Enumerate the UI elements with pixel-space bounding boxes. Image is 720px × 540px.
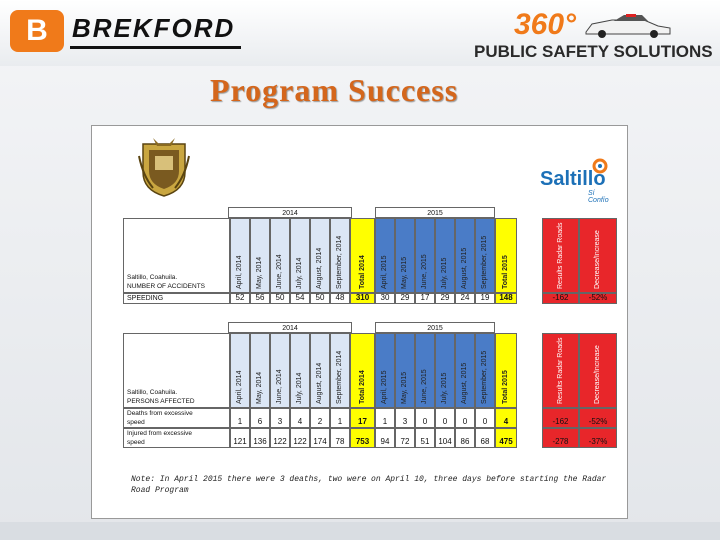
col-header-2015-4: August, 2015 bbox=[461, 362, 468, 404]
row-header-label: PERSONS AFFECTED bbox=[127, 398, 195, 405]
pss-tagline: PUBLIC SAFETY SOLUTIONS bbox=[474, 42, 713, 61]
bottom-band bbox=[0, 522, 720, 540]
total-2015: 4 bbox=[503, 417, 509, 426]
col-header-2014-5: September, 2014 bbox=[336, 235, 343, 289]
value-2014-4-cell bbox=[310, 408, 330, 428]
col-header-total-2014-cell bbox=[350, 218, 375, 293]
col-header-total-2014: Total 2014 bbox=[358, 370, 366, 404]
results-value-cell bbox=[542, 408, 579, 428]
results-value: -162 bbox=[552, 417, 569, 426]
value-2015-2: 17 bbox=[420, 293, 430, 302]
col-header-change: Decrease/Increase bbox=[594, 345, 601, 404]
public-safety-solutions-logo bbox=[470, 6, 713, 62]
value-2015-5-cell bbox=[475, 428, 495, 448]
col-header-2015-2: June, 2015 bbox=[421, 369, 428, 404]
value-2015-1-cell bbox=[395, 408, 415, 428]
value-2015-2-cell bbox=[415, 408, 435, 428]
value-2015-3-cell bbox=[435, 293, 455, 304]
col-header-total-2015-cell bbox=[495, 333, 517, 408]
table-row bbox=[123, 428, 230, 448]
total-2015: 475 bbox=[499, 437, 513, 446]
value-2014-4: 50 bbox=[315, 293, 325, 302]
col-header-2015-5-cell bbox=[475, 333, 495, 408]
col-header-2014-2-cell bbox=[270, 333, 290, 408]
col-header-total-2015: Total 2015 bbox=[502, 370, 509, 404]
results-value: -162 bbox=[552, 293, 569, 302]
total-2015-cell bbox=[495, 293, 517, 304]
value-2015-3-cell bbox=[435, 428, 455, 448]
change-value-cell bbox=[579, 408, 617, 428]
col-header-change-cell bbox=[579, 333, 617, 408]
value-2014-0: 121 bbox=[233, 437, 247, 446]
value-2014-3: 54 bbox=[295, 293, 305, 302]
value-2014-2: 50 bbox=[275, 293, 285, 302]
total-2015: 148 bbox=[499, 293, 513, 302]
col-header-total-2014-cell bbox=[350, 333, 375, 408]
page-title: Program Success bbox=[210, 72, 459, 108]
value-2015-4-cell bbox=[455, 408, 475, 428]
change-value: -52% bbox=[588, 417, 608, 426]
col-header-2014-3-cell bbox=[290, 333, 310, 408]
col-header-2015-3-cell bbox=[435, 333, 455, 408]
value-2015-1-cell bbox=[395, 428, 415, 448]
value-2014-4-cell bbox=[310, 293, 330, 304]
col-header-change: Decrease/Increase bbox=[594, 230, 601, 289]
col-header-total-2014: Total 2014 bbox=[358, 255, 366, 289]
total-2015-cell bbox=[495, 428, 517, 448]
col-header-2014-2-cell bbox=[270, 218, 290, 293]
col-header-2014-0-cell bbox=[230, 333, 250, 408]
col-header-2014-1-cell bbox=[250, 218, 270, 293]
col-header-2014-0: April, 2014 bbox=[236, 370, 243, 404]
col-header-2014-3: July, 2014 bbox=[296, 372, 303, 404]
row-header-label: NUMBER OF ACCIDENTS bbox=[127, 283, 206, 290]
brekford-mark-icon: B bbox=[10, 10, 64, 52]
value-2014-4: 2 bbox=[317, 417, 323, 426]
row-label: Deaths from excessive bbox=[127, 410, 193, 417]
col-header-2014-0: April, 2014 bbox=[236, 255, 243, 289]
value-2015-5-cell bbox=[475, 408, 495, 428]
col-header-2014-4-cell bbox=[310, 333, 330, 408]
brekford-wordmark: BREKFORD bbox=[70, 13, 241, 49]
total-2014-cell bbox=[350, 408, 375, 428]
value-2014-0: 1 bbox=[237, 417, 243, 426]
col-header-2015-5: September, 2015 bbox=[481, 350, 488, 404]
value-2014-3-cell bbox=[290, 428, 310, 448]
value-2014-3-cell bbox=[290, 293, 310, 304]
col-header-total-2015: Total 2015 bbox=[502, 255, 509, 289]
brekford-logo bbox=[10, 10, 241, 52]
col-header-change-cell bbox=[579, 218, 617, 293]
value-2014-5-cell bbox=[330, 428, 350, 448]
value-2015-4-cell bbox=[455, 428, 475, 448]
col-header-results-cell bbox=[542, 218, 579, 293]
col-header-2015-3-cell bbox=[435, 218, 455, 293]
value-2014-0-cell bbox=[230, 408, 250, 428]
value-2015-4: 86 bbox=[460, 437, 470, 446]
col-header-2014-2: June, 2014 bbox=[276, 254, 283, 289]
row-header-cell bbox=[123, 333, 230, 408]
value-2014-1: 56 bbox=[255, 293, 265, 302]
value-2014-4-cell bbox=[310, 428, 330, 448]
row-header-label: Saltillo, Coahuila. bbox=[127, 389, 178, 396]
value-2014-5: 78 bbox=[335, 437, 345, 446]
col-header-2015-0: April, 2015 bbox=[381, 255, 388, 289]
value-2014-2: 122 bbox=[273, 437, 287, 446]
value-2015-3: 29 bbox=[440, 293, 450, 302]
col-header-results-cell bbox=[542, 333, 579, 408]
results-value-cell bbox=[542, 293, 579, 304]
col-header-2015-4-cell bbox=[455, 333, 475, 408]
total-2014-cell bbox=[350, 293, 375, 304]
col-header-2015-2-cell bbox=[415, 218, 435, 293]
year-header-2014: 2014 bbox=[228, 207, 352, 218]
value-2015-3: 0 bbox=[442, 417, 448, 426]
pss-360-mark: 360° bbox=[514, 8, 577, 41]
col-header-2015-0: April, 2015 bbox=[381, 370, 388, 404]
total-2015-cell bbox=[495, 408, 517, 428]
col-header-2015-0-cell bbox=[375, 333, 395, 408]
saltillo-logo bbox=[540, 158, 614, 204]
value-2014-0-cell bbox=[230, 293, 250, 304]
col-header-results: Results Radar Roads bbox=[556, 337, 564, 404]
row-label: Injured from excessive bbox=[127, 430, 193, 437]
value-2014-3: 4 bbox=[297, 417, 303, 426]
col-header-total-2015-cell bbox=[495, 218, 517, 293]
value-2015-2: 0 bbox=[422, 417, 428, 426]
value-2014-5-cell bbox=[330, 293, 350, 304]
row-label: SPEEDING bbox=[127, 295, 164, 302]
col-header-2015-4-cell bbox=[455, 218, 475, 293]
change-value: -52% bbox=[588, 293, 608, 302]
results-value-cell bbox=[542, 428, 579, 448]
value-2015-0: 94 bbox=[380, 437, 390, 446]
saltillo-tagline: Sí Confío bbox=[588, 190, 609, 204]
value-2015-1: 72 bbox=[400, 437, 410, 446]
value-2014-5-cell bbox=[330, 408, 350, 428]
value-2015-4: 0 bbox=[462, 417, 468, 426]
total-2014: 310 bbox=[355, 293, 370, 302]
value-2014-1-cell bbox=[250, 428, 270, 448]
footnote: Note: In April 2015 there were 3 deaths, two were on April 10, three days before starting the Radar Road Program bbox=[131, 475, 607, 495]
col-header-2015-3: July, 2015 bbox=[441, 257, 448, 289]
value-2015-3: 104 bbox=[438, 437, 452, 446]
col-header-2014-2: June, 2014 bbox=[276, 369, 283, 404]
year-header-2015: 2015 bbox=[375, 322, 495, 333]
total-2014-cell bbox=[350, 428, 375, 448]
col-header-2015-5-cell bbox=[475, 218, 495, 293]
value-2014-2-cell bbox=[270, 428, 290, 448]
police-car-icon bbox=[582, 14, 674, 38]
col-header-2014-4: August, 2014 bbox=[316, 247, 323, 289]
value-2015-2: 51 bbox=[420, 437, 430, 446]
col-header-2015-1-cell bbox=[395, 333, 415, 408]
value-2015-2-cell bbox=[415, 428, 435, 448]
results-value: -278 bbox=[552, 437, 569, 446]
year-header-2015: 2015 bbox=[375, 207, 495, 218]
col-header-2014-1: May, 2014 bbox=[256, 371, 263, 404]
value-2015-1: 29 bbox=[400, 293, 410, 302]
col-header-2015-3: July, 2015 bbox=[441, 372, 448, 404]
col-header-2014-1-cell bbox=[250, 333, 270, 408]
col-header-2015-4: August, 2015 bbox=[461, 247, 468, 289]
col-header-2014-3: July, 2014 bbox=[296, 257, 303, 289]
col-header-2014-0-cell bbox=[230, 218, 250, 293]
value-2015-4-cell bbox=[455, 293, 475, 304]
value-2014-0-cell bbox=[230, 428, 250, 448]
col-header-2015-5: September, 2015 bbox=[481, 235, 488, 289]
value-2014-1: 6 bbox=[257, 417, 263, 426]
total-2014: 753 bbox=[355, 437, 370, 446]
value-2014-3-cell bbox=[290, 408, 310, 428]
value-2014-1: 136 bbox=[253, 437, 267, 446]
value-2015-3-cell bbox=[435, 408, 455, 428]
col-header-2015-1-cell bbox=[395, 218, 415, 293]
col-header-2015-1: May, 2015 bbox=[401, 371, 408, 404]
col-header-2014-3-cell bbox=[290, 218, 310, 293]
value-2014-5: 48 bbox=[335, 293, 345, 302]
saltillo-coat-of-arms-icon bbox=[137, 136, 191, 198]
col-header-2015-0-cell bbox=[375, 218, 395, 293]
col-header-2014-5: September, 2014 bbox=[336, 350, 343, 404]
change-value-cell bbox=[579, 428, 617, 448]
row-label: speed bbox=[127, 419, 145, 426]
year-header-2014: 2014 bbox=[228, 322, 352, 333]
col-header-2014-5-cell bbox=[330, 333, 350, 408]
value-2014-4: 174 bbox=[313, 437, 327, 446]
value-2014-3: 122 bbox=[293, 437, 307, 446]
table-row bbox=[123, 408, 230, 428]
value-2015-5: 0 bbox=[482, 417, 488, 426]
col-header-2015-2-cell bbox=[415, 333, 435, 408]
col-header-2014-4-cell bbox=[310, 218, 330, 293]
value-2015-4: 24 bbox=[460, 293, 470, 302]
col-header-results: Results Radar Roads bbox=[556, 222, 564, 289]
total-2014: 17 bbox=[358, 417, 367, 426]
value-2015-5-cell bbox=[475, 293, 495, 304]
col-header-2014-5-cell bbox=[330, 218, 350, 293]
value-2015-1-cell bbox=[395, 293, 415, 304]
col-header-2014-1: May, 2014 bbox=[256, 256, 263, 289]
value-2014-2-cell bbox=[270, 293, 290, 304]
row-header-cell bbox=[123, 218, 230, 293]
change-value-cell bbox=[579, 293, 617, 304]
value-2015-0-cell bbox=[375, 293, 395, 304]
value-2015-1: 3 bbox=[402, 417, 408, 426]
col-header-2015-1: May, 2015 bbox=[401, 256, 408, 289]
row-label: speed bbox=[127, 439, 145, 446]
value-2015-0: 1 bbox=[382, 417, 388, 426]
value-2015-5: 68 bbox=[480, 437, 490, 446]
value-2014-1-cell bbox=[250, 293, 270, 304]
value-2015-0-cell bbox=[375, 428, 395, 448]
value-2015-0-cell bbox=[375, 408, 395, 428]
col-header-2015-2: June, 2015 bbox=[421, 254, 428, 289]
table-row bbox=[123, 293, 230, 304]
row-header-label: Saltillo, Coahuila. bbox=[127, 274, 178, 281]
change-value: -37% bbox=[588, 437, 608, 446]
value-2015-2-cell bbox=[415, 293, 435, 304]
value-2014-2: 3 bbox=[277, 417, 283, 426]
value-2014-2-cell bbox=[270, 408, 290, 428]
col-header-2014-4: August, 2014 bbox=[316, 362, 323, 404]
value-2014-0: 52 bbox=[235, 293, 245, 302]
value-2015-5: 19 bbox=[480, 293, 490, 302]
value-2014-5: 1 bbox=[337, 417, 343, 426]
value-2014-1-cell bbox=[250, 408, 270, 428]
value-2015-0: 30 bbox=[380, 293, 390, 302]
saltillo-wordmark: Saltillo bbox=[540, 168, 606, 190]
